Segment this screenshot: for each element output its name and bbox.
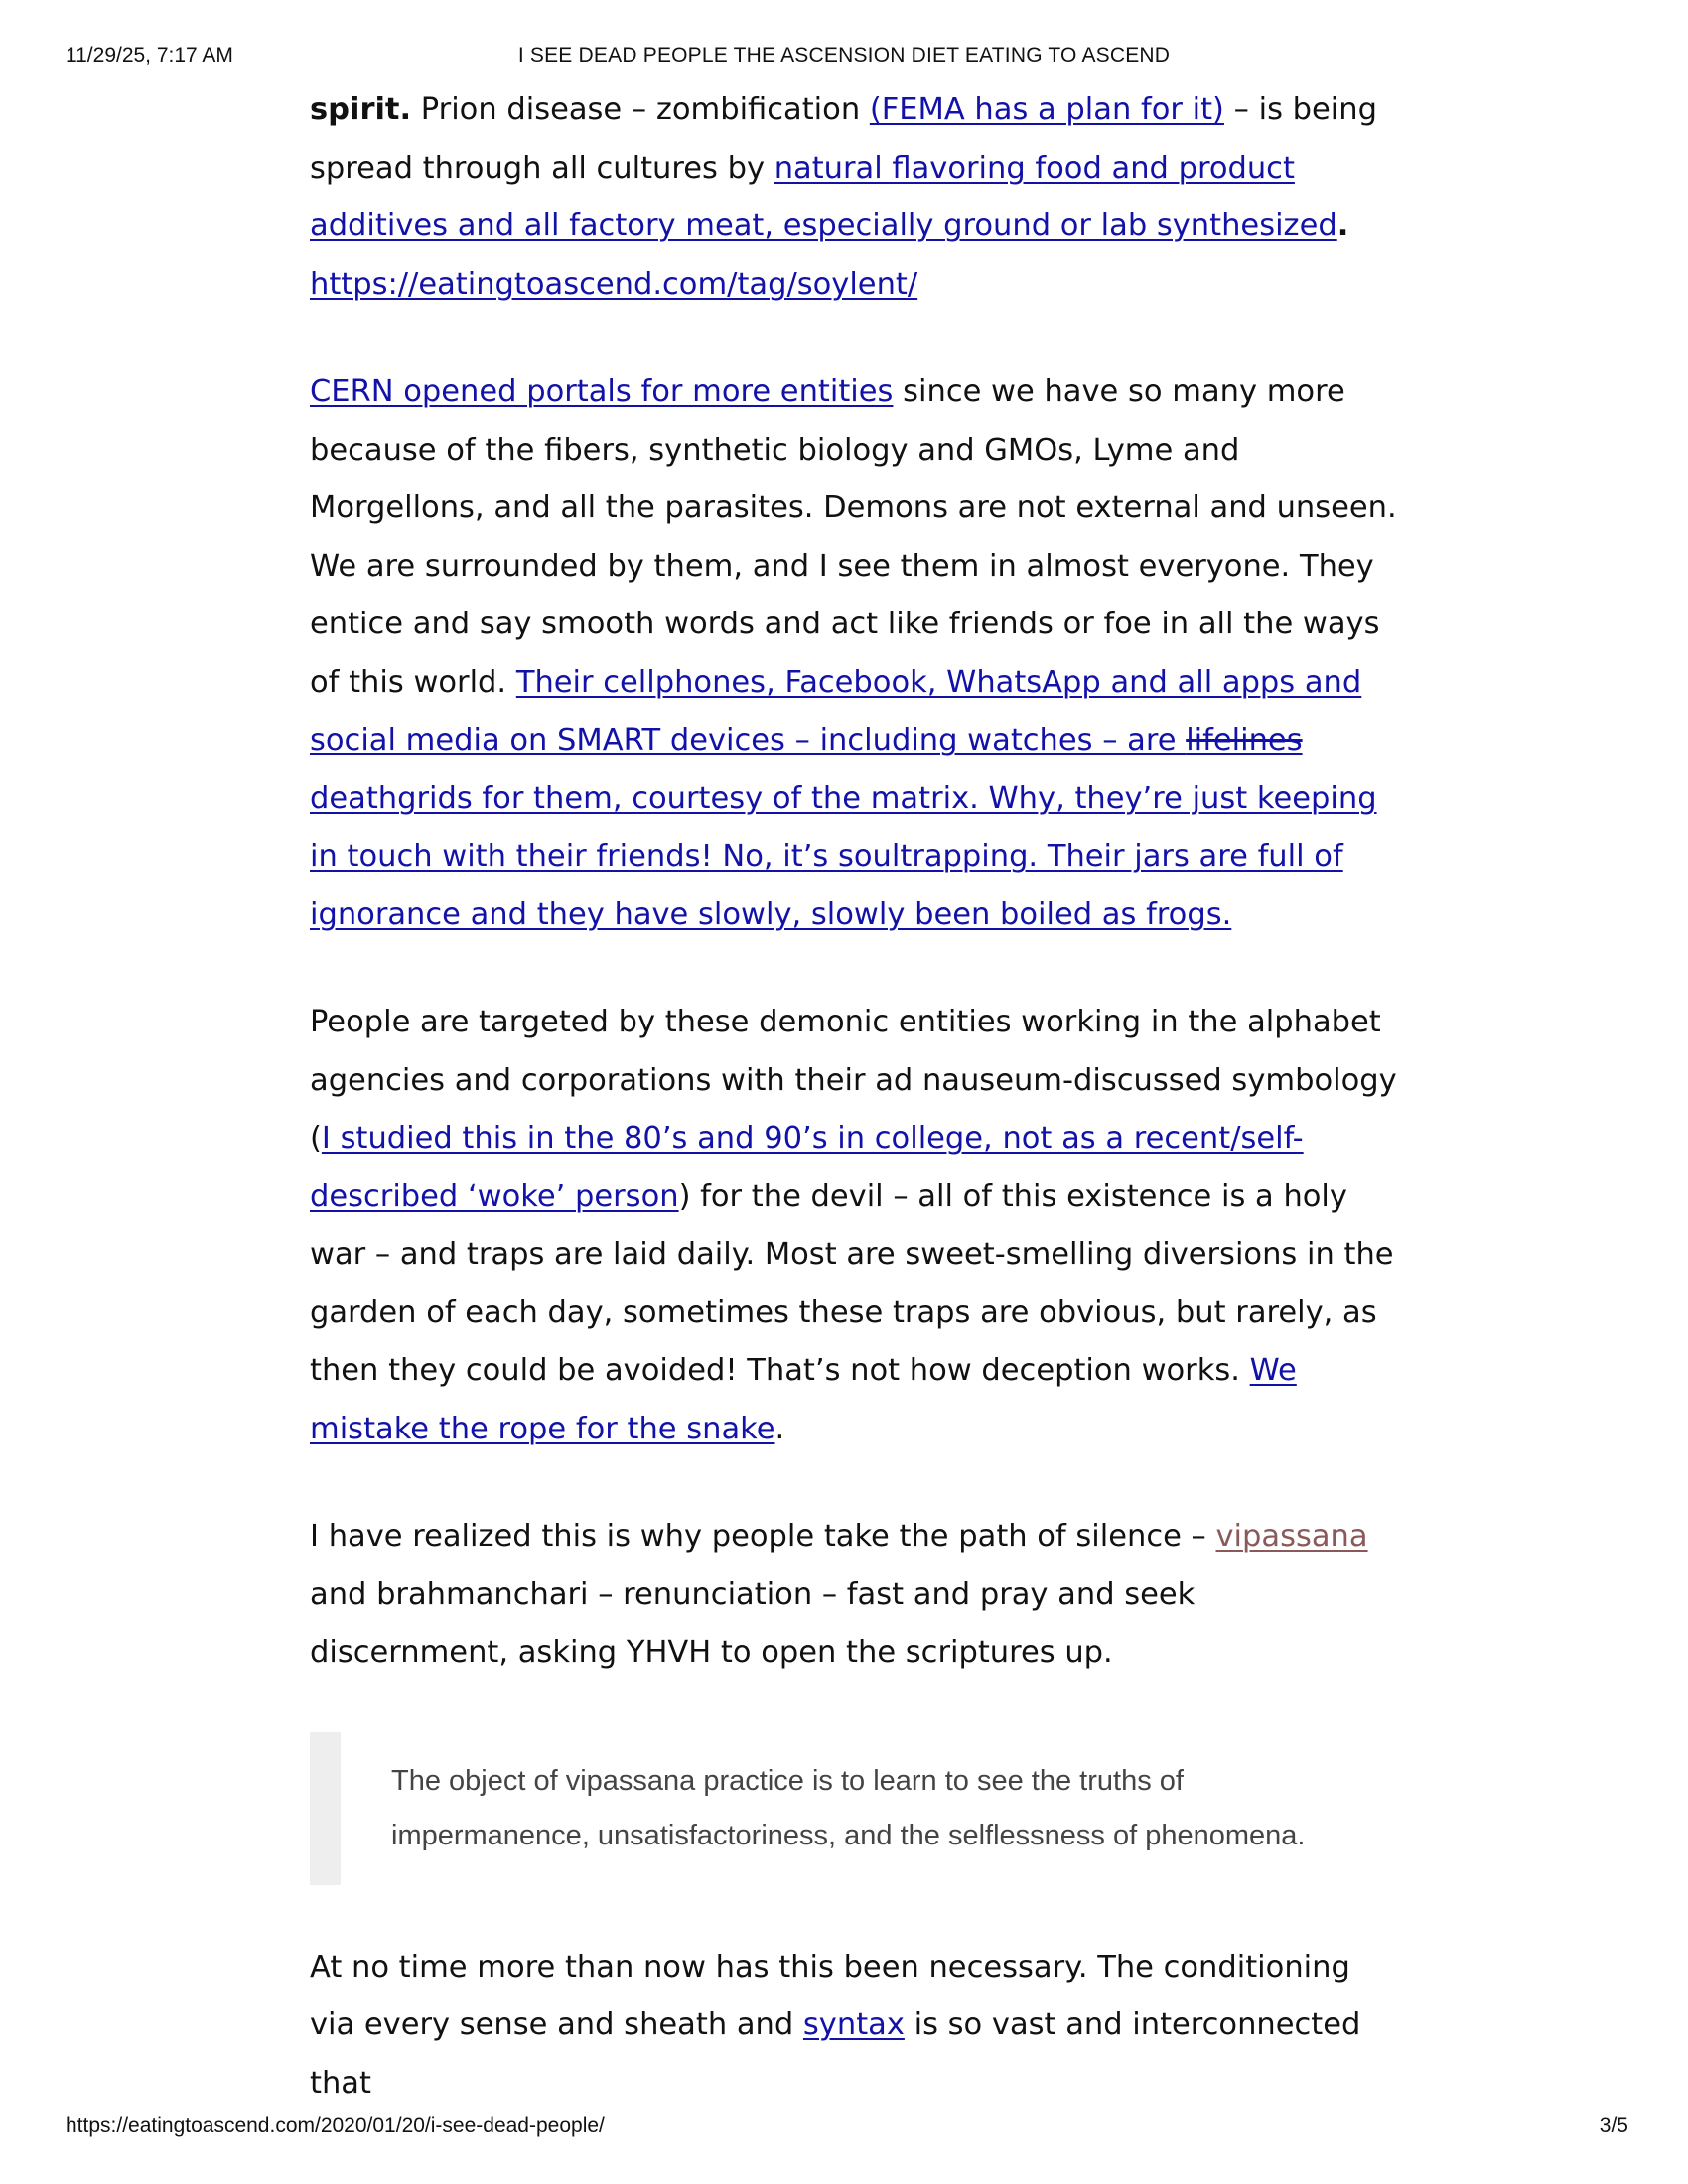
paragraph-cern: [310, 363, 1402, 944]
link-cellphones[interactable]: [310, 665, 1377, 932]
text-entities: since we have so many more because of the fibers, synthetic biology and GMOs, Lyme and Morgellons, and all the parasites. Demons are not external and unseen. We are surrounded by them, and I see them in almost everyone. They entice and say smooth words and act like friends or foe in all the ways of this world.: [310, 374, 1397, 700]
blockquote-text: The object of vipassana practice is to learn to see the truths of impermanence, unsatisfactoriness, and the selflessness of phenomena.: [391, 1764, 1306, 1851]
link-rope-snake[interactable]: We mistake the rope for the snake: [310, 1353, 1297, 1446]
bold-period: .: [1336, 208, 1349, 243]
paragraph-prion: [310, 81, 1402, 314]
article-body: [310, 81, 1402, 2162]
text-targeted: People are targeted by these demonic entities working in the alphabet agencies and corporations with their ad nauseum-discussed symbology (: [310, 1005, 1397, 1156]
text-holy-war: ) for the devil – all of this existence is a holy war – and traps are laid daily. Most are sweet-smelling diversions in the garden of each day, sometimes these traps are obvious, but rarely, as then they could be avoided! That’s not how deception works.: [310, 1178, 1394, 1388]
link-cellphones-text-b: deathgrids for them, courtesy of the matrix. Why, they’re just keeping in touch with their friends! No, it’s soultrapping. Their jars are full of ignorance and they have slowly, slowly been boiled as frogs.: [310, 780, 1377, 932]
print-url: https://eatingtoascend.com/2020/01/20/i-see-dead-people/: [66, 2115, 605, 2137]
print-datetime: 11/29/25, 7:17 AM: [66, 44, 233, 67]
blockquote-bar: [310, 1732, 341, 1885]
print-header: [0, 44, 1688, 73]
text-silence: I have realized this is why people take the path of silence –: [310, 1519, 1216, 1554]
link-vipassana[interactable]: vipassana: [1215, 1519, 1368, 1554]
link-natural-flavoring[interactable]: natural flavoring food and product additives and all factory meat, especially ground or lab synthesized: [310, 150, 1337, 243]
text-period: .: [774, 1411, 785, 1446]
link-cellphones-text-a: Their cellphones, Facebook, WhatsApp and all apps and social media on SMART devices – including watches – are: [310, 664, 1362, 757]
paragraph-targeted: [310, 994, 1402, 1458]
link-soylent-tag[interactable]: https://eatingtoascend.com/tag/soylent/: [310, 266, 918, 302]
text-spread: – is being spread through all cultures by: [310, 92, 1377, 186]
paragraph-silence: [310, 1508, 1402, 1683]
print-footer: [0, 2115, 1688, 2144]
bold-spirit: spirit.: [310, 92, 412, 127]
print-page-title: I SEE DEAD PEOPLE THE ASCENSION DIET EATING TO ASCEND: [517, 44, 1171, 67]
link-studied-college[interactable]: I studied this in the 80’s and 90’s in college, not as a recent/self-described ‘woke’ person: [310, 1121, 1304, 1214]
paragraph-necessary: [310, 1939, 1402, 2114]
link-syntax[interactable]: syntax: [802, 2007, 905, 2042]
link-cern-portals[interactable]: CERN opened portals for more entities: [310, 374, 894, 409]
text-interconnected: is so vast and interconnected that: [310, 2007, 1361, 2101]
text-renunciation: and brahmanchari – renunciation – fast and pray and seek discernment, asking YHVH to open the scriptures up.: [310, 1576, 1196, 1670]
text-necessary: At no time more than now has this been necessary. The conditioning via every sense and sheath and: [310, 1949, 1350, 2042]
blockquote-vipassana: [310, 1732, 1402, 1885]
print-page-number: 3/5: [1599, 2115, 1628, 2137]
text-prion: Prion disease – zombification: [411, 92, 870, 127]
link-fema-plan[interactable]: (FEMA has a plan for it): [869, 92, 1224, 127]
strikethrough-lifelines: lifelines: [1186, 723, 1303, 757]
